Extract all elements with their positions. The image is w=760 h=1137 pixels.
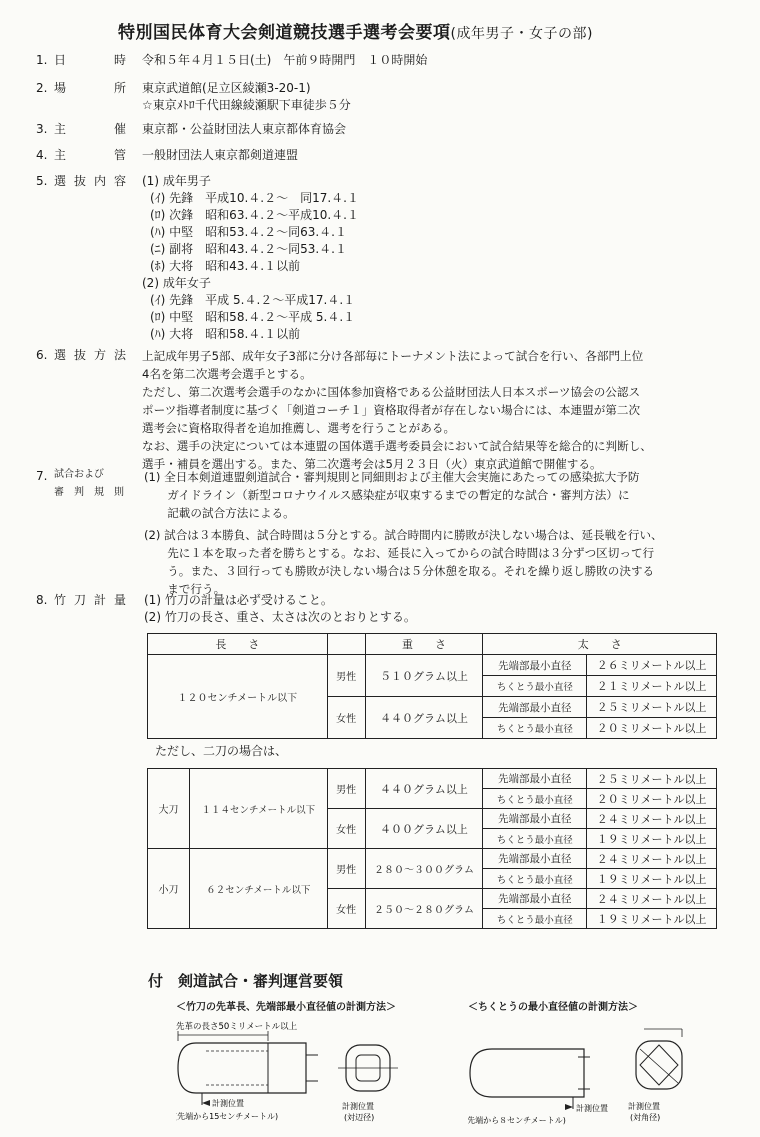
diameter-value-cell: １９ミリメートル以上 <box>587 909 717 929</box>
diameter-value-cell: ２１ミリメートル以上 <box>587 676 717 697</box>
measure-label: 計測位置 <box>342 1102 374 1111</box>
document-title <box>118 18 593 43</box>
method-line: 上記成年男子5部、成年女子3部に分け各部毎にトーナメント法によって試合を行い、各部門上位 <box>142 349 644 363</box>
label-char: 主 <box>54 122 67 136</box>
header-weight: 重 さ <box>365 634 483 655</box>
appendix-title: 付 剣道試合・審判運営要領 <box>148 972 344 990</box>
shinai-tip-drawing <box>176 1013 406 1133</box>
label-line: 審 判 規 則 <box>54 487 124 498</box>
diameter-type-cell: 先端部最小直径 <box>483 809 587 829</box>
female-entry: (ｲ) 先鋒 平成 5.４.２～平成17.４.１ <box>150 293 356 307</box>
male-entry: (ｲ) 先鋒 平成10.４.２～ 同17.４.１ <box>150 191 359 205</box>
measure-sublabel: (対角径) <box>630 1113 661 1122</box>
section-number: 5. <box>36 174 48 188</box>
section-label <box>54 80 126 97</box>
rules-line: (2) 試合は３本勝負、試合時間は５分とする。試合時間内に勝敗が決しない場合は、延長戦を行い、 <box>144 528 663 542</box>
section-number: 4. <box>36 148 48 162</box>
diameter-type-cell: 先端部最小直径 <box>483 849 587 869</box>
header-blank <box>327 634 365 655</box>
label-line: 試合および <box>54 469 104 480</box>
section-number: 3. <box>36 122 48 136</box>
measure-label: 計測位置 <box>628 1102 660 1111</box>
rules-line: (1) 全日本剣道連盟剣道試合・審判規則と同細則および主催大会実施にあたっての感染拡大予防 <box>144 470 640 484</box>
rules-line: 先に１本を取った者を勝ちとする。なお、延長に入ってからの試合時間は３分ずつ区切って行 <box>144 546 655 560</box>
diameter-type-cell: 先端部最小直径 <box>483 655 587 676</box>
label-char: 場 <box>54 81 67 95</box>
section-label <box>54 147 126 164</box>
label-char: 法 <box>113 348 126 362</box>
section-label <box>54 121 126 138</box>
section-number: 6. <box>36 348 48 362</box>
weight-cell: ５１０グラム以上 <box>365 655 483 697</box>
length-cell: １１４センチメートル以下 <box>189 769 327 849</box>
management-text: 一般財団法人東京都剣道連盟 <box>142 148 299 162</box>
label-char: 時 <box>113 53 126 67</box>
method-line: 選手・補員を選出する。また、第二次選考会は5月２３日（火）東京武道館で開催する。 <box>142 457 602 471</box>
label-char: 選 <box>54 174 67 188</box>
title-main: 特別国民体育大会剣道競技選手選考会要項 <box>118 23 451 43</box>
header-length: 長 さ <box>148 634 328 655</box>
diameter-type-cell: 先端部最小直径 <box>483 889 587 909</box>
diameter-type-cell: ちくとう最小直径 <box>483 718 587 739</box>
date-text: 令和５年４月１５日(土) 午前９時開門 １０時開始 <box>142 53 428 67</box>
method-line: なお、選手の決定については本連盟の国体選手選考委員会において試合結果等を総合的に判断し、 <box>142 439 652 453</box>
section-label <box>54 347 126 364</box>
diameter-type-cell: ちくとう最小直径 <box>483 869 587 889</box>
label-char: 主 <box>54 148 67 162</box>
section-number: 2. <box>36 81 48 95</box>
label-char: 計 <box>93 593 106 607</box>
diameter-type-cell: 先端部最小直径 <box>483 769 587 789</box>
rules-line: まで行う。 <box>144 582 226 596</box>
diagram-chikuto <box>468 998 698 1137</box>
diameter-value-cell: ２４ミリメートル以上 <box>587 849 717 869</box>
section-number: 1. <box>36 53 48 67</box>
diameter-value-cell: ２５ミリメートル以上 <box>587 769 717 789</box>
section-number: 7. <box>36 469 48 483</box>
diameter-value-cell: ２６ミリメートル以上 <box>587 655 717 676</box>
header-diameter: 太 さ <box>483 634 717 655</box>
sex-cell: 男性 <box>327 769 365 809</box>
diameter-type-cell: ちくとう最小直径 <box>483 909 587 929</box>
diameter-value-cell: ２４ミリメートル以上 <box>587 809 717 829</box>
position-sublabel: (先端から８センチメートル) <box>468 1116 566 1125</box>
label-char: 内 <box>93 174 106 188</box>
diameter-type-cell: ちくとう最小直径 <box>483 829 587 849</box>
shoto-cell: 小刀 <box>148 849 190 929</box>
sex-cell: 女性 <box>327 697 365 739</box>
daito-cell: 大刀 <box>148 769 190 849</box>
label-char: 刀 <box>73 593 86 607</box>
diagram-title: ＜竹刀の先革長、先端部最小直径値の計測方法＞ <box>176 1002 396 1013</box>
rules-line: う。また、３回行っても勝敗が決しない場合は５分休憩を取る。それを繰り返し勝敗の決する <box>144 564 655 578</box>
label-char: 管 <box>113 148 126 162</box>
section-label <box>54 52 126 69</box>
length-cell: ６２センチメートル以下 <box>189 849 327 929</box>
male-entry: (ﾎ) 大将 昭和43.４.１以前 <box>150 259 301 273</box>
position-label: 計測位置 <box>576 1104 608 1113</box>
sex-cell: 女性 <box>327 889 365 929</box>
label-char: 抜 <box>73 348 86 362</box>
female-entry: (ﾊ) 大将 昭和58.４.１以前 <box>150 327 301 341</box>
section-label <box>54 592 126 609</box>
diameter-value-cell: ２４ミリメートル以上 <box>587 889 717 909</box>
sex-cell: 男性 <box>327 849 365 889</box>
nito-spec-table <box>147 768 717 929</box>
diameter-value-cell: １９ミリメートル以上 <box>587 829 717 849</box>
access-text: ☆東京ﾒﾄﾛ千代田線綾瀬駅下車徒歩５分 <box>142 98 351 112</box>
diameter-value-cell: ２０ミリメートル以上 <box>587 718 717 739</box>
method-line: ポーツ指導者制度に基づく「剣道コーチ１」資格取得者が存在しない場合には、本連盟が第二次 <box>142 403 641 417</box>
label-char: 抜 <box>73 174 86 188</box>
measure-line: (2) 竹刀の長さ、重さ、太さは次のとおりとする。 <box>144 610 416 624</box>
organizer-text: 東京都・公益財団法人東京都体育協会 <box>142 122 347 136</box>
method-line: 選考会に資格取得者を追加推薦し、選考を行うことがある。 <box>142 421 456 435</box>
diagram-title: ＜ちくとうの最小直径値の計測方法＞ <box>468 1002 638 1013</box>
section-number: 8. <box>36 593 48 607</box>
diameter-value-cell: ２０ミリメートル以上 <box>587 789 717 809</box>
chikuto-drawing <box>468 1013 698 1133</box>
position-sublabel: (先端から15センチメートル) <box>176 1112 279 1121</box>
label-char: 量 <box>113 593 126 607</box>
diameter-type-cell: ちくとう最小直径 <box>483 789 587 809</box>
rules-line: ガイドライン（新型コロナウイルス感染症が収束するまでの暫定的な試合・審判方法）に <box>144 488 630 502</box>
section-label <box>54 468 126 500</box>
title-sub: (成年男子・女子の部) <box>450 26 593 42</box>
male-heading: (1) 成年男子 <box>142 174 211 188</box>
shinai-spec-table <box>147 633 717 739</box>
label-char: 選 <box>54 348 67 362</box>
weight-cell: ４００グラム以上 <box>365 809 483 849</box>
diameter-type-cell: 先端部最小直径 <box>483 697 587 718</box>
female-entry: (ﾛ) 中堅 昭和58.４.２～平成 5.４.１ <box>150 310 356 324</box>
female-heading: (2) 成年女子 <box>142 276 211 290</box>
sex-cell: 女性 <box>327 809 365 849</box>
diagram-sakigawa <box>176 998 406 1137</box>
weight-cell: ４４０グラム以上 <box>365 769 483 809</box>
male-entry: (ﾊ) 中堅 昭和53.４.２～同63.４.１ <box>150 225 347 239</box>
weight-cell: ２８０～３００グラム <box>365 849 483 889</box>
measure-line: (1) 竹刀の計量は必ず受けること。 <box>144 593 333 607</box>
label-char: 催 <box>113 122 126 136</box>
male-entry: (ﾆ) 副将 昭和43.４.２～同53.４.１ <box>150 242 347 256</box>
diameter-type-cell: ちくとう最小直径 <box>483 676 587 697</box>
diameter-value-cell: ２５ミリメートル以上 <box>587 697 717 718</box>
label-char: 日 <box>54 53 67 67</box>
label-char: 容 <box>113 174 126 188</box>
section-label <box>54 173 126 190</box>
rules-line: 記載の試合方法による。 <box>144 506 295 520</box>
method-line: ただし、第二次選考会選手のなかに国体参加資格である公益財団法人日本スポーツ協会の公認ス <box>142 385 641 399</box>
venue-text: 東京武道館(足立区綾瀬3-20-1) <box>142 81 311 95</box>
label-char: 所 <box>113 81 126 95</box>
label-char: 方 <box>93 348 106 362</box>
length-label: 先革の長さ50ミリメートル以上 <box>176 1022 298 1032</box>
weight-cell: ２５０～２８０グラム <box>365 889 483 929</box>
method-line: 4名を第二次選考会選手とする。 <box>142 367 312 381</box>
diameter-value-cell: １９ミリメートル以上 <box>587 869 717 889</box>
measure-sublabel: (対辺径) <box>344 1113 375 1122</box>
male-entry: (ﾛ) 次鋒 昭和63.４.２～平成10.４.１ <box>150 208 359 222</box>
length-cell: １２０センチメートル以下 <box>148 655 328 739</box>
position-label: 計測位置 <box>212 1099 244 1108</box>
label-char: 竹 <box>54 593 67 607</box>
sex-cell: 男性 <box>327 655 365 697</box>
weight-cell: ４４０グラム以上 <box>365 697 483 739</box>
nito-note: ただし、二刀の場合は、 <box>155 744 288 758</box>
